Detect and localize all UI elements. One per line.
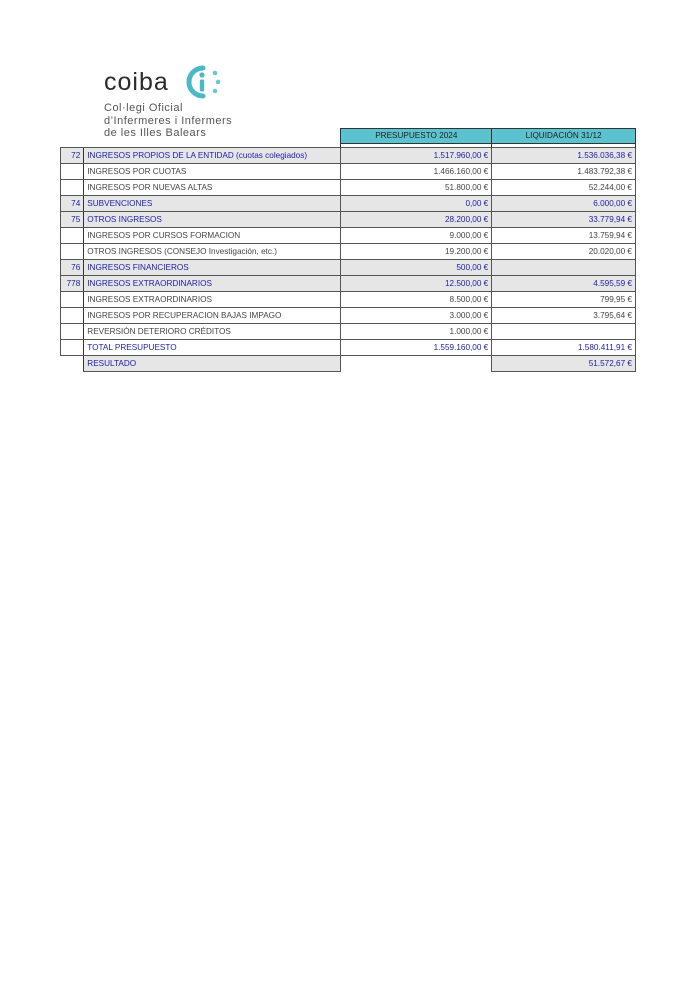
table-header-row bbox=[61, 129, 636, 144]
row-label: OTROS INGRESOS (CONSEJO Investigación, etc.) bbox=[84, 244, 341, 260]
account-code bbox=[61, 228, 84, 244]
budget-value: 1.466.160,00 € bbox=[341, 164, 492, 180]
result-label: RESULTADO bbox=[84, 356, 341, 372]
total-liquidation-value: 1.580.411,91 € bbox=[492, 340, 636, 356]
row-label: INGRESOS POR NUEVAS ALTAS bbox=[84, 180, 341, 196]
category-row bbox=[61, 212, 636, 228]
budget-value: 500,00 € bbox=[341, 260, 492, 276]
table-row bbox=[61, 228, 636, 244]
account-code bbox=[61, 324, 84, 340]
income-budget-table bbox=[60, 128, 636, 372]
logo-wordmark: coiba bbox=[104, 68, 169, 96]
logo-i-icon bbox=[179, 62, 227, 102]
account-code: 74 bbox=[61, 196, 84, 212]
row-label: INGRESOS PROPIOS DE LA ENTIDAD (cuotas colegiados) bbox=[84, 148, 341, 164]
logo-subtitle-2: d’Infermeres i Infermers bbox=[104, 114, 233, 127]
budget-value: 12.500,00 € bbox=[341, 276, 492, 292]
budget-value: 19.200,00 € bbox=[341, 244, 492, 260]
total-row bbox=[61, 340, 636, 356]
row-label: INGRESOS POR CUOTAS bbox=[84, 164, 341, 180]
empty-cell bbox=[61, 356, 84, 372]
account-code: 72 bbox=[61, 148, 84, 164]
liquidation-value: 6.000,00 € bbox=[492, 196, 636, 212]
account-code bbox=[61, 244, 84, 260]
total-label: TOTAL PRESUPUESTO bbox=[84, 340, 341, 356]
table-row bbox=[61, 308, 636, 324]
row-label: INGRESOS EXTRAORDINARIOS bbox=[84, 276, 341, 292]
liquidation-value: 3.795,64 € bbox=[492, 308, 636, 324]
liquidation-value bbox=[492, 324, 636, 340]
budget-value: 0,00 € bbox=[341, 196, 492, 212]
row-label: OTROS INGRESOS bbox=[84, 212, 341, 228]
account-code bbox=[61, 308, 84, 324]
logo-subtitle-3: de les Illes Balears bbox=[104, 127, 207, 139]
row-label: INGRESOS POR CURSOS FORMACION bbox=[84, 228, 341, 244]
category-row bbox=[61, 260, 636, 276]
liquidation-value: 1.483.792,38 € bbox=[492, 164, 636, 180]
account-code bbox=[61, 180, 84, 196]
table-row bbox=[61, 324, 636, 340]
liquidation-value: 33.779,94 € bbox=[492, 212, 636, 228]
table-row bbox=[61, 180, 636, 196]
result-row bbox=[61, 356, 636, 372]
header-liquidation: LIQUIDACIÓN 31/12 bbox=[492, 129, 636, 144]
row-label: INGRESOS POR RECUPERACION BAJAS IMPAGO bbox=[84, 308, 341, 324]
budget-value: 1.517.960,00 € bbox=[341, 148, 492, 164]
account-code bbox=[61, 340, 84, 356]
result-value: 51.572,67 € bbox=[492, 356, 636, 372]
table-row bbox=[61, 164, 636, 180]
budget-value: 8.500,00 € bbox=[341, 292, 492, 308]
account-code: 76 bbox=[61, 260, 84, 276]
liquidation-value: 799,95 € bbox=[492, 292, 636, 308]
row-label: SUBVENCIONES bbox=[84, 196, 341, 212]
category-row bbox=[61, 196, 636, 212]
liquidation-value bbox=[492, 260, 636, 276]
account-code bbox=[61, 164, 84, 180]
liquidation-value: 13.759,94 € bbox=[492, 228, 636, 244]
budget-value: 1.000,00 € bbox=[341, 324, 492, 340]
budget-value: 3.000,00 € bbox=[341, 308, 492, 324]
total-budget-value: 1.559.160,00 € bbox=[341, 340, 492, 356]
category-row bbox=[61, 276, 636, 292]
empty-cell bbox=[341, 356, 492, 372]
table-row bbox=[61, 292, 636, 308]
budget-value: 51.800,00 € bbox=[341, 180, 492, 196]
liquidation-value: 4.595,59 € bbox=[492, 276, 636, 292]
category-row bbox=[61, 148, 636, 164]
budget-value: 28.200,00 € bbox=[341, 212, 492, 228]
liquidation-value: 1.536.036,38 € bbox=[492, 148, 636, 164]
logo-subtitle-1: Col·legi Oficial bbox=[104, 102, 183, 114]
row-label: INGRESOS EXTRAORDINARIOS bbox=[84, 292, 341, 308]
budget-value: 9.000,00 € bbox=[341, 228, 492, 244]
table-row bbox=[61, 244, 636, 260]
account-code: 778 bbox=[61, 276, 84, 292]
liquidation-value: 52.244,00 € bbox=[492, 180, 636, 196]
header-budget-2024: PRESUPUESTO 2024 bbox=[341, 129, 492, 144]
row-label: REVERSIÓN DETERIORO CRÉDITOS bbox=[84, 324, 341, 340]
row-label: INGRESOS FINANCIEROS bbox=[84, 260, 341, 276]
account-code: 75 bbox=[61, 212, 84, 228]
liquidation-value: 20.020,00 € bbox=[492, 244, 636, 260]
account-code bbox=[61, 292, 84, 308]
